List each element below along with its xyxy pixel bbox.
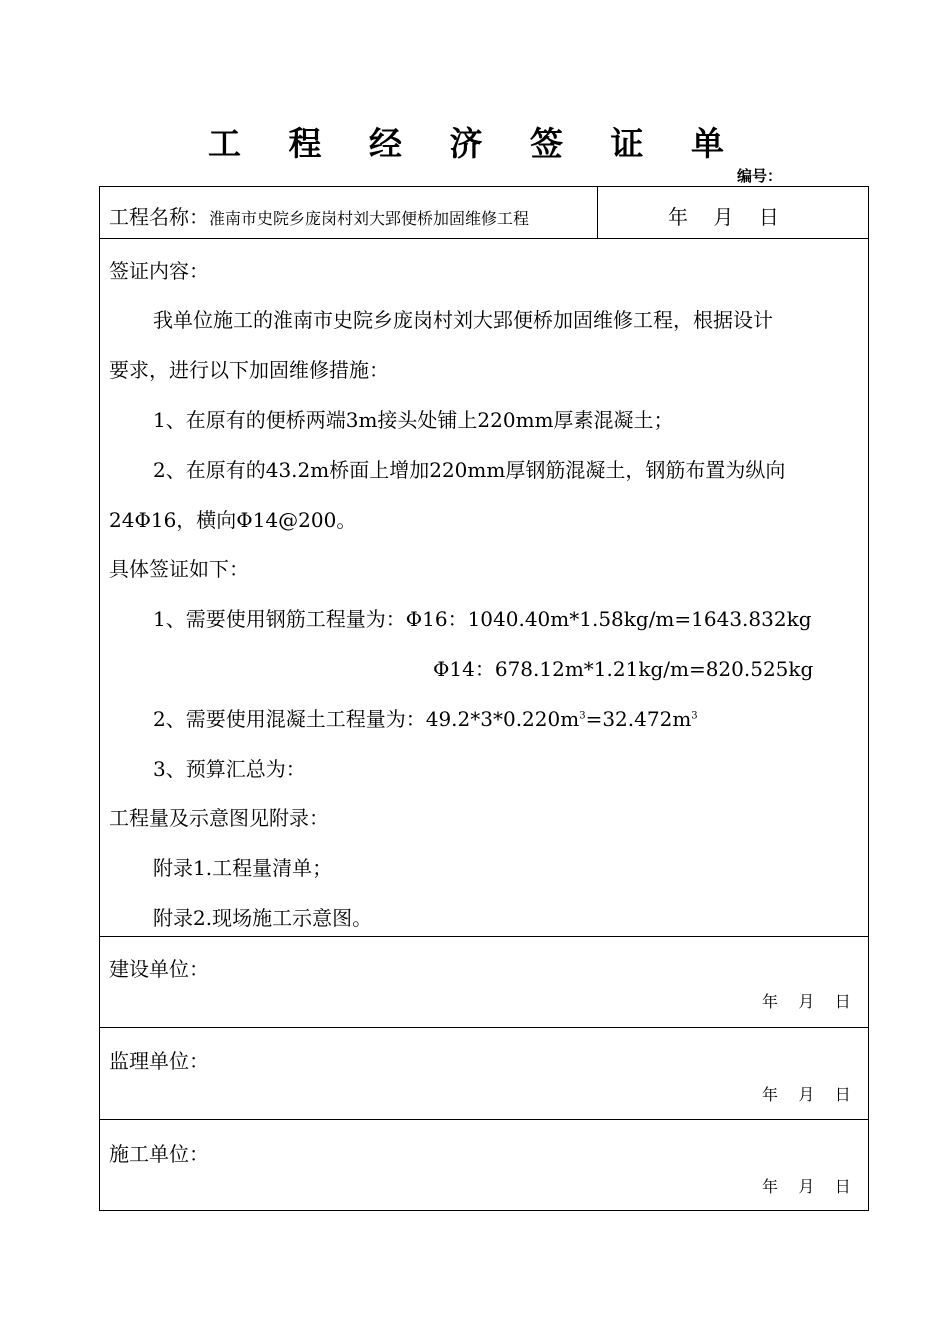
- rebar-quantity-2: Φ14：678.12m*1.21kg/m=820.525kg: [433, 657, 814, 681]
- serial-number-label: 编号：: [737, 167, 783, 185]
- project-date: 年 月 日: [668, 205, 779, 229]
- measure-item-2: 2、在原有的43.2m桥面上增加220mm厚钢筋混凝土，钢筋布置为纵向: [153, 458, 786, 482]
- paragraph-line: 要求，进行以下加固维修措施：: [109, 358, 389, 382]
- measure-item-1: 1、在原有的便桥两端3m接头处铺上220mm厚素混凝土；: [153, 408, 674, 432]
- measure-item-2-cont: 24Φ16，横向Φ14@200。: [109, 508, 357, 532]
- supervision-unit-date: 年 月 日: [762, 1085, 851, 1104]
- row-divider: [100, 1119, 868, 1120]
- header-divider: [597, 187, 598, 238]
- appendix-item: 附录1.工程量清单；: [153, 856, 333, 880]
- project-name-row: [109, 201, 529, 230]
- content-heading: 签证内容：: [109, 259, 209, 283]
- row-divider: [100, 936, 868, 937]
- row-divider: [100, 238, 868, 239]
- concrete-quantity: 2、需要使用混凝土工程量为：$49.2*3*0.220m^3=32.472m^3$: [153, 707, 698, 731]
- supervision-unit-label: 监理单位：: [109, 1049, 209, 1073]
- appendix-item: 附录2.现场施工示意图。: [153, 906, 373, 930]
- budget-summary: 3、预算汇总为：: [153, 757, 306, 781]
- contractor-unit-date: 年 月 日: [762, 1177, 851, 1196]
- project-name-label: 工程名称：: [109, 205, 209, 229]
- visa-form-table: [99, 186, 869, 1211]
- construction-unit-label: 建设单位：: [109, 957, 209, 981]
- project-name-value: 淮南市史院乡庞岗村刘大郢便桥加固维修工程: [209, 209, 530, 228]
- construction-unit-date: 年 月 日: [762, 992, 851, 1011]
- rebar-quantity: 1、需要使用钢筋工程量为：Φ16：1040.40m*1.58kg/m=1643.832kg: [153, 607, 812, 631]
- appendix-heading: 工程量及示意图见附录：: [109, 806, 329, 830]
- row-divider: [100, 1027, 868, 1028]
- paragraph-line: 我单位施工的淮南市史院乡庞岗村刘大郢便桥加固维修工程，根据设计: [153, 308, 773, 332]
- detail-heading: 具体签证如下：: [109, 557, 249, 581]
- document-title: 工 程 经 济 签 证 单: [208, 124, 742, 163]
- contractor-unit-label: 施工单位：: [109, 1142, 209, 1166]
